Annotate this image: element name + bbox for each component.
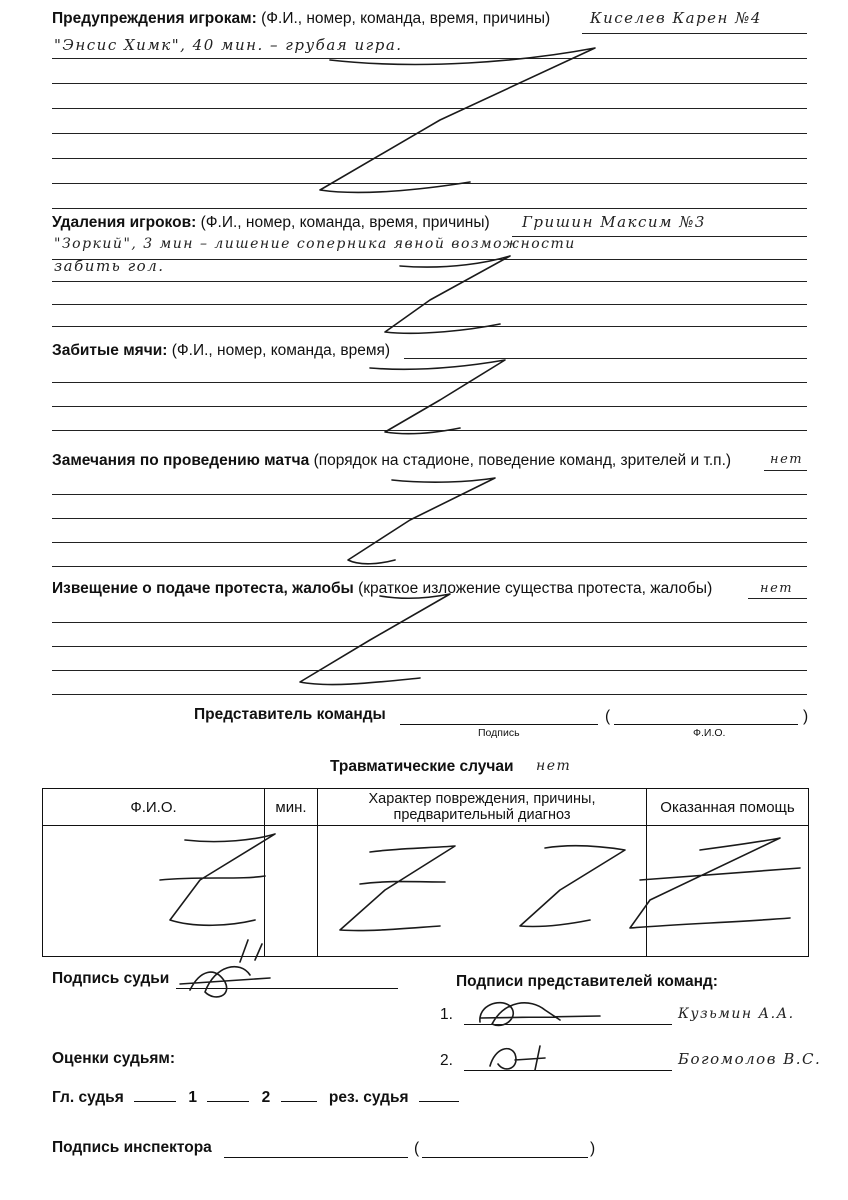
trauma-cell-diagnosis	[318, 826, 647, 957]
rating-reserve-field[interactable]	[419, 1087, 459, 1102]
team-rep-open-paren: (	[605, 708, 611, 725]
warnings-entry-2: "Энсис Химк", 40 мин. – грубая игра.	[54, 36, 403, 54]
inspector-name-line[interactable]	[422, 1157, 588, 1158]
reps-row-1-name: Кузьмин А.А.	[678, 1006, 795, 1022]
rating-ar1-label: 1	[188, 1089, 197, 1106]
strike-z-removals	[385, 256, 510, 333]
warnings-title: Предупреждения игрокам:	[52, 10, 257, 27]
team-rep-label: Представитель команды	[194, 706, 386, 723]
removals-header	[52, 214, 490, 232]
rating-main-ref-label: Гл. судья	[52, 1089, 124, 1106]
trauma-col-min: мин.	[265, 789, 318, 826]
trauma-cell-min	[265, 826, 318, 957]
trauma-table	[42, 788, 809, 957]
reps-sign-label: Подписи представителей команд:	[456, 973, 718, 990]
rep-2-signature	[490, 1046, 545, 1070]
rating-main-ref-field[interactable]	[134, 1087, 176, 1102]
trauma-col-diagnosis: Характер повреждения, причины, предварительный диагноз	[318, 789, 647, 826]
warnings-entry-1: Киселев Карен №4	[590, 9, 762, 27]
removals-title: Удаления игроков:	[52, 214, 197, 231]
trauma-title: Травматические случаи	[330, 758, 514, 775]
rating-ar1-field[interactable]	[207, 1087, 249, 1102]
trauma-cell-name	[43, 826, 265, 957]
reps-row-2-name: Богомолов В.С.	[678, 1050, 822, 1068]
referee-sign-label: Подпись судьи	[52, 970, 170, 987]
strike-z-warnings	[320, 48, 595, 192]
trauma-col-help: Оказанная помощь	[647, 789, 809, 826]
reps-row-2-num: 2.	[440, 1052, 453, 1069]
protest-title: Извещение о подаче протеста, жалобы	[52, 580, 354, 597]
reps-row-1-num: 1.	[440, 1006, 453, 1023]
removals-entry-1: Гришин Максим №3	[522, 213, 706, 231]
team-rep-name-line[interactable]	[614, 724, 798, 725]
trauma-col-name: Ф.И.О.	[43, 789, 265, 826]
warnings-hint: (Ф.И., номер, команда, время, причины)	[261, 10, 551, 27]
rating-reserve-label: рез. судья	[328, 1089, 409, 1106]
reps-row-2-sign-line[interactable]	[464, 1070, 672, 1071]
removals-entry-3: забить гол.	[54, 257, 165, 275]
inspector-open-paren: (	[414, 1140, 420, 1157]
protest-header	[52, 580, 712, 598]
warnings-header	[52, 10, 550, 28]
rating-ar2-field[interactable]	[281, 1087, 317, 1102]
remarks-entry: нет	[770, 452, 804, 467]
rating-ar2-label: 2	[261, 1089, 271, 1106]
removals-entry-2: "Зоркий", 3 мин – лишение соперника явной возможности	[54, 236, 576, 252]
trauma-cell-help	[647, 826, 809, 957]
rep-1-signature	[480, 1003, 600, 1026]
inspector-label: Подпись инспектора	[52, 1139, 212, 1156]
trauma-entry: нет	[536, 758, 572, 774]
protest-hint: (краткое изложение существа протеста, жалобы)	[358, 580, 713, 597]
remarks-hint: (порядок на стадионе, поведение команд, зрителей и т.п.)	[313, 452, 732, 469]
goals-hint: (Ф.И., номер, команда, время)	[171, 342, 391, 359]
inspector-close-paren: )	[590, 1140, 596, 1157]
strike-z-remarks	[348, 478, 495, 564]
ratings-row	[52, 1087, 459, 1107]
goals-title: Забитые мячи:	[52, 342, 168, 359]
team-rep-sign-caption: Подпись	[478, 727, 520, 739]
removals-hint: (Ф.И., номер, команда, время, причины)	[200, 214, 490, 231]
team-rep-name-caption: Ф.И.О.	[693, 727, 726, 739]
remarks-title: Замечания по проведению матча	[52, 452, 310, 469]
strike-z-goals	[370, 360, 505, 434]
team-rep-signature-line[interactable]	[400, 724, 598, 725]
ratings-label: Оценки судьям:	[52, 1050, 176, 1067]
protest-entry: нет	[760, 581, 794, 596]
inspector-sign-line[interactable]	[224, 1157, 408, 1158]
goals-header	[52, 342, 390, 360]
referee-sign-line[interactable]	[176, 988, 398, 989]
remarks-header	[52, 452, 731, 470]
team-rep-close-paren: )	[803, 708, 809, 725]
reps-row-1-sign-line[interactable]	[464, 1024, 672, 1025]
